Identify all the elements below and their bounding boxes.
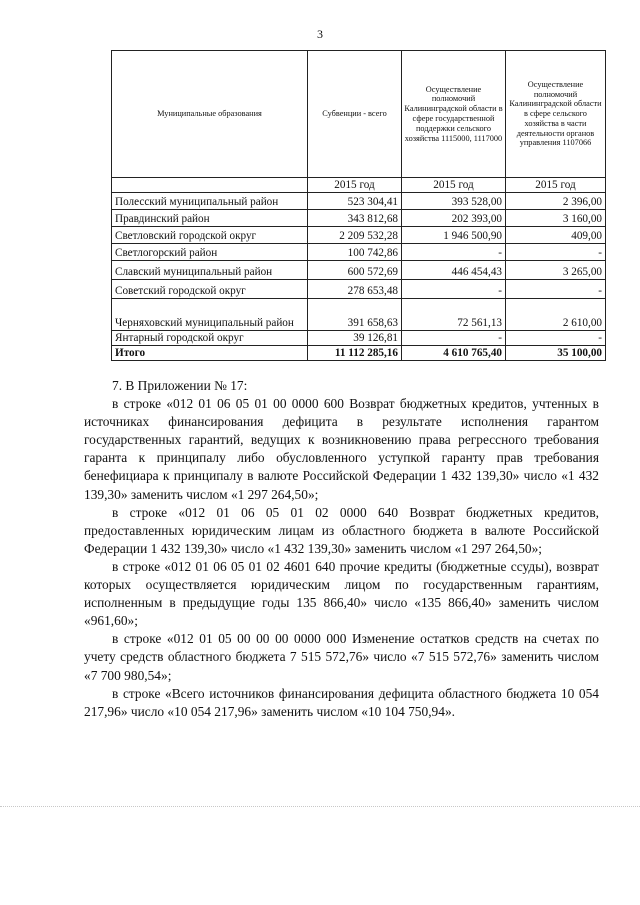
state-support-value: - (402, 244, 506, 261)
year-cell: 2015 год (308, 178, 402, 193)
management-value: 409,00 (506, 227, 606, 244)
amendment-paragraph: в строке «012 01 06 05 01 00 0000 600 Возврат бюджетных кредитов, учтенных в источниках финансирования дефицита в результате исполнения гарантом государственных гарантий, ведущих к возникновению права регрессного требования гаранта к принципалу либо обусловленного уступкой гаранту прав требования бенефициара к принципалу в валюте Российской Федерации 1 432 139,30» число «1 432 139,30» заменить числом «1 297 264,50»; (84, 396, 599, 502)
amendment-paragraph: в строке «Всего источников финансирования дефицита областного бюджета 10 054 217,96» число «10 054 217,96» заменить числом «10 104 750,94». (84, 685, 599, 719)
header-management-bodies: Осуществление полномочий Калининградской области в сфере сельского хозяйства в части деятельности органов управления 1107066 (506, 51, 606, 178)
management-value: 2 396,00 (506, 193, 606, 210)
total-row (112, 346, 606, 361)
state-support-value: 393 528,00 (402, 193, 506, 210)
header-municipalities: Муниципальные образования (112, 51, 308, 178)
state-support-value: 202 393,00 (402, 210, 506, 227)
subsidies-total-value: 278 653,48 (308, 280, 402, 299)
municipality-name: Светловский городской округ (112, 227, 308, 244)
year-cell: 2015 год (506, 178, 606, 193)
management-value: - (506, 280, 606, 299)
table-row (112, 280, 606, 299)
total-management-value: 35 100,00 (506, 346, 606, 361)
management-value: 2 610,00 (506, 299, 606, 331)
table-row (112, 261, 606, 280)
municipality-name: Правдинский район (112, 210, 308, 227)
table-row (112, 244, 606, 261)
municipality-name: Черняховский муниципальный район (112, 299, 308, 331)
state-support-value: 446 454,43 (402, 261, 506, 280)
table-row (112, 227, 606, 244)
state-support-value: 72 561,13 (402, 299, 506, 331)
municipality-name: Полесский муниципальный район (112, 193, 308, 210)
subsidies-total-value: 39 126,81 (308, 331, 402, 346)
management-value: 3 265,00 (506, 261, 606, 280)
state-support-value: - (402, 280, 506, 299)
subsidies-total-value: 523 304,41 (308, 193, 402, 210)
total-subsidies-value: 11 112 285,16 (308, 346, 402, 361)
total-state-support-value: 4 610 765,40 (402, 346, 506, 361)
subsidies-total-value: 2 209 532,28 (308, 227, 402, 244)
municipality-name: Светлогорский район (112, 244, 308, 261)
year-row (112, 178, 606, 193)
amendment-paragraph: в строке «012 01 06 05 01 02 0000 640 Возврат бюджетных кредитов, предоставленных юридическим лицам из областного бюджета в валюте Российской Федерации 1 432 139,30» число «1 432 139,30» заменить числом «1 297 264,50»; (84, 504, 599, 556)
municipality-name: Славский муниципальный район (112, 261, 308, 280)
amendment-text (84, 377, 599, 721)
management-value: 3 160,00 (506, 210, 606, 227)
subsidies-total-value: 600 572,69 (308, 261, 402, 280)
table-row (112, 299, 606, 331)
municipality-name: Советский городской округ (112, 280, 308, 299)
municipality-name: Янтарный городской округ (112, 331, 308, 346)
header-state-support: Осуществление полномочий Калининградской области в сфере государственной поддержки сельского хозяйства 1115000, 1117000 (402, 51, 506, 178)
subsidies-table (111, 50, 606, 361)
state-support-value: 1 946 500,90 (402, 227, 506, 244)
header-subsidies-total: Субвенции - всего (308, 51, 402, 178)
subsidies-total-value: 100 742,86 (308, 244, 402, 261)
page-number: 3 (317, 27, 323, 41)
management-value: - (506, 244, 606, 261)
amendment-paragraph: в строке «012 01 06 05 01 02 4601 640 прочие кредиты (бюджетные ссуды), возврат которых осуществляется юридическим лицом по государственным гарантиям, исполненным в предыдущие годы 135 866,40» число «135 866,40» заменить числом «961,60»; (84, 558, 599, 629)
state-support-value: - (402, 331, 506, 346)
table-row (112, 210, 606, 227)
total-label: Итого (112, 346, 308, 361)
subsidies-total-value: 391 658,63 (308, 299, 402, 331)
year-cell: 2015 год (402, 178, 506, 193)
table-row (112, 331, 606, 346)
management-value: - (506, 331, 606, 346)
table-row (112, 193, 606, 210)
section-title: 7. В Приложении № 17: (112, 378, 248, 393)
subsidies-total-value: 343 812,68 (308, 210, 402, 227)
amendment-paragraph: в строке «012 01 05 00 00 00 0000 000 Изменение остатков средств на счетах по учету средств областного бюджета 7 515 572,76» число «7 515 572,76» заменить числом «7 700 980,54»; (84, 631, 599, 683)
year-cell (112, 178, 308, 193)
scan-artifact-divider (0, 806, 640, 807)
